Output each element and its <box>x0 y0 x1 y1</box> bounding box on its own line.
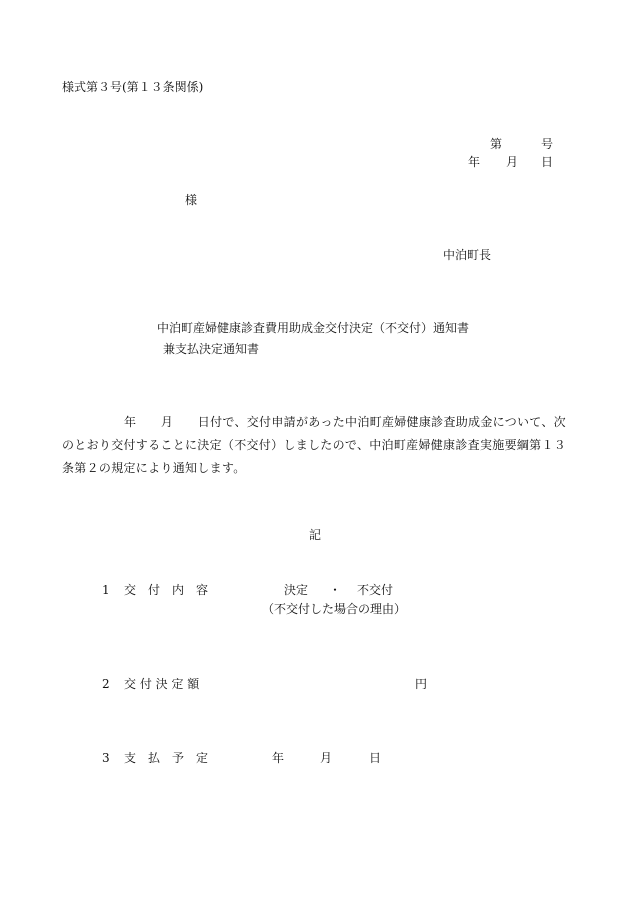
body-paragraph <box>62 411 582 480</box>
item1-not-granted: 不交付 <box>357 583 394 597</box>
item3-month: 月 <box>320 751 333 765</box>
date-month: 月 <box>506 155 519 169</box>
document-title: 中泊町産婦健康診査費用助成金交付決定（不交付）通知書 <box>157 321 470 335</box>
item2-unit: 円 <box>415 677 428 691</box>
doc-number-dai: 第 <box>490 137 503 151</box>
date-year: 年 <box>468 155 481 169</box>
addressee-suffix: 様 <box>185 193 198 207</box>
item3-label: 支 払 予 定 <box>124 751 209 765</box>
body-line-3: 条第２の規定により通知します。 <box>62 461 246 475</box>
item1-label: 交 付 内 容 <box>124 583 209 597</box>
item1-number: 1 <box>102 583 110 597</box>
item1-reason: （不交付した場合の理由） <box>262 602 407 616</box>
doc-number-go: 号 <box>541 137 554 151</box>
item3-year: 年 <box>272 751 285 765</box>
document-subtitle: 兼支払決定通知書 <box>163 342 260 356</box>
body-line-2: のとおり交付することに決定（不交付）しましたので、中泊町産婦健康診査実施要綱第１３ <box>62 438 567 452</box>
item2-number: 2 <box>102 677 110 691</box>
item2-label: 交 付 決 定 額 <box>124 677 200 691</box>
item1-decided: 決定 <box>284 583 309 597</box>
item3-day: 日 <box>369 751 382 765</box>
item1-dot: ・ <box>329 583 342 597</box>
date-day: 日 <box>541 155 554 169</box>
body-line-1: 年 月 日付で、交付申請があった中泊町産婦健康診査助成金について、次 <box>124 415 566 429</box>
form-number: 様式第３号(第１３条関係) <box>62 80 204 94</box>
ki-heading: 記 <box>309 528 322 542</box>
item3-number: 3 <box>102 751 110 765</box>
sender: 中泊町長 <box>443 248 492 262</box>
